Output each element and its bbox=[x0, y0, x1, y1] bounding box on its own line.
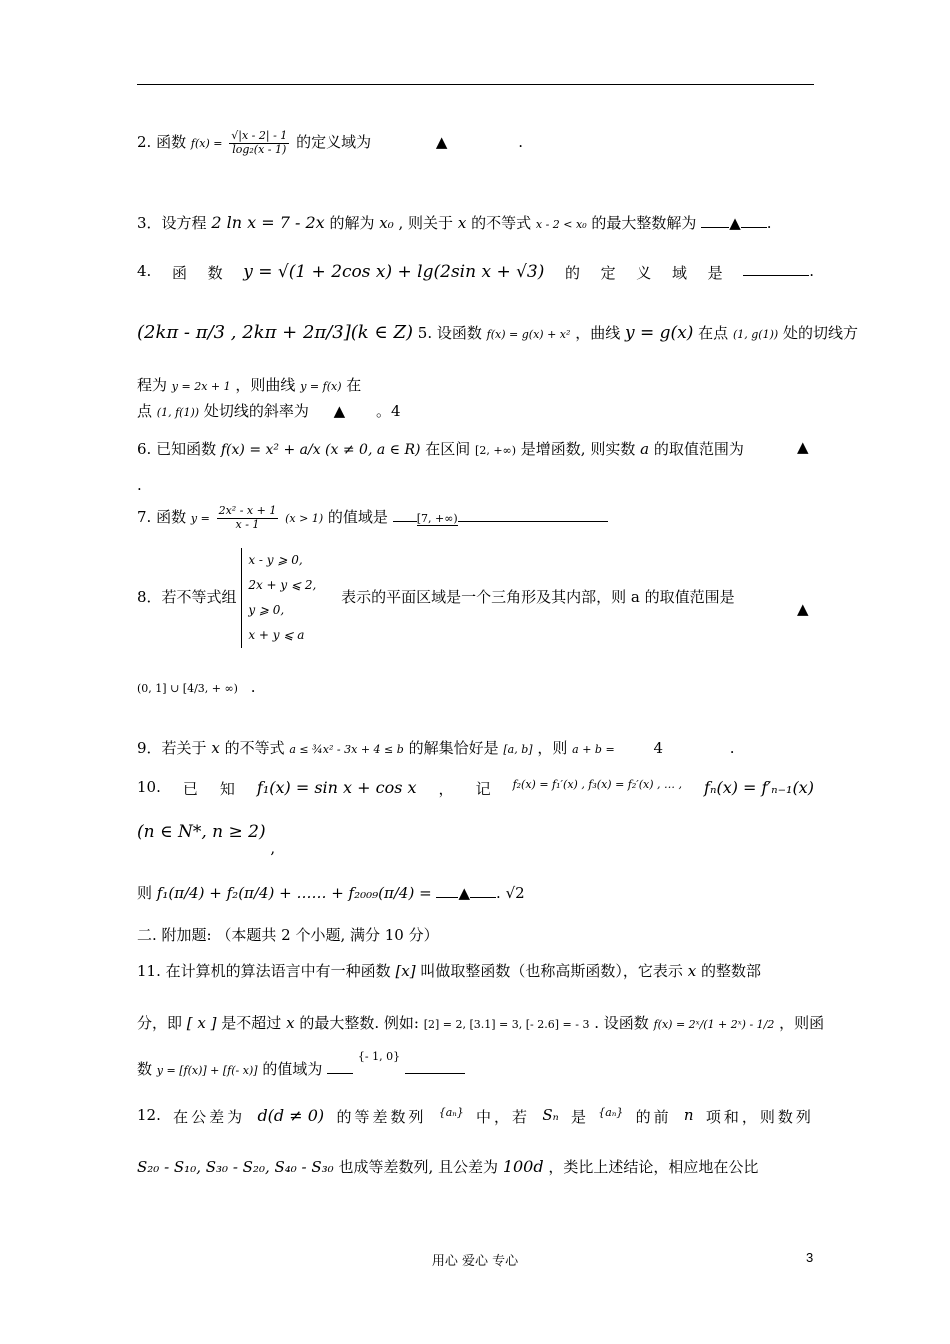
q9-interval: [a, b] bbox=[503, 743, 533, 756]
answer-marker-icon: ▲ bbox=[458, 884, 470, 902]
q5-text5: ，则曲线 bbox=[235, 376, 296, 394]
q10-condition: (n ∈ N*, n ≥ 2) bbox=[137, 822, 266, 842]
q5-curve2: y = f(x) bbox=[300, 380, 342, 393]
question-8 bbox=[137, 548, 814, 648]
q12-word: 项和，则数列 bbox=[705, 1108, 814, 1126]
q8-label: 8．若不等式组 bbox=[137, 588, 237, 606]
q4-answer: (2kπ - π/3 , 2kπ + 2π/3](k ∈ Z) bbox=[137, 322, 414, 343]
q5-text4: 程为 bbox=[137, 376, 168, 394]
q7-denominator: x - 1 bbox=[235, 517, 260, 531]
q8-ineq: x + y ⩽ a bbox=[248, 628, 305, 642]
q9-inequality: a ≤ ¾x² - 3x + 4 ≤ b bbox=[289, 743, 404, 756]
q12-d: d(d ≠ 0) bbox=[257, 1106, 325, 1125]
q7-function: y = bbox=[190, 512, 210, 526]
q11-x2: x bbox=[286, 1014, 295, 1032]
q3-x0: x₀ bbox=[379, 214, 394, 232]
q11-label: 11. bbox=[137, 962, 161, 980]
q5-tangent: y = 2x + 1 bbox=[171, 380, 231, 393]
q6-function: f(x) = x² + a/x (x ≠ 0, a ∈ R) bbox=[220, 442, 421, 458]
page-footer: 用心 爱心 专心 bbox=[431, 1254, 519, 1269]
question-9 bbox=[137, 737, 814, 758]
q11-text7: . 设函数 bbox=[594, 1014, 649, 1032]
q6-label: 6. 已知函数 bbox=[137, 440, 217, 458]
q11-text9: 数 bbox=[137, 1060, 153, 1078]
q6-a: a bbox=[640, 440, 650, 458]
q8-text: 表示的平面区域是一个三角形及其内部，则 a 的取值范围是 bbox=[341, 588, 735, 606]
q11-text10: 的值域为 bbox=[262, 1060, 323, 1078]
q12-text1: 也成等差数列, 且公差为 bbox=[338, 1158, 499, 1176]
q3-text3: 的不等式 bbox=[471, 214, 532, 232]
q5-text3: 处的切线方 bbox=[782, 324, 858, 342]
q2-text: 的定义域为 bbox=[296, 133, 372, 152]
q5-point2: (1, f(1)) bbox=[156, 406, 200, 419]
q2-denominator: log₂(x - 1) bbox=[232, 142, 287, 156]
header-rule bbox=[137, 84, 814, 85]
q3-text4: 的最大整数解为 bbox=[591, 214, 697, 232]
q4-word: 定 bbox=[600, 264, 616, 282]
q5-function: f(x) = g(x) + x² bbox=[486, 328, 571, 341]
q10-text: 则 bbox=[137, 884, 153, 902]
question-8-answer bbox=[137, 678, 814, 696]
q8-ineq: x - y ⩾ 0, bbox=[248, 553, 303, 567]
q12-word: 的等差数列 bbox=[336, 1108, 427, 1126]
q5-answer: 。4 bbox=[375, 402, 401, 420]
q4-function: y = √(1 + 2cos x) + lg(2sin x + √3) bbox=[243, 262, 545, 282]
q11-text2: 叫做取整函数（也称高斯函数），它表示 bbox=[420, 962, 683, 980]
question-3 bbox=[137, 212, 814, 233]
q9-label: 9．若关于 bbox=[137, 739, 207, 757]
q8-answer: (0, 1] ∪ [4/3, + ∞) bbox=[137, 682, 238, 695]
q3-inequality: x - 2 < x₀ bbox=[535, 218, 587, 231]
q12-label: 12. bbox=[137, 1106, 161, 1124]
q8-ineq: 2x + y ⩽ 2, bbox=[248, 578, 317, 592]
q11-function: f(x) = 2ˣ/(1 + 2ˣ) - 1/2 bbox=[653, 1018, 775, 1031]
q2-function: f(x) = bbox=[190, 137, 223, 151]
q12-an: {aₙ} bbox=[438, 1106, 464, 1119]
q5-text2: 在点 bbox=[698, 324, 729, 342]
question-6 bbox=[137, 438, 814, 459]
q12-common-diff: 100d bbox=[502, 1157, 544, 1176]
question-4 bbox=[137, 262, 814, 283]
q11-text8: ，则函 bbox=[779, 1014, 825, 1032]
section-2-title: 二. 附加题: （本题共 2 个小题, 满分 10 分） bbox=[137, 926, 439, 944]
answer-marker-icon: ▲ bbox=[333, 402, 346, 420]
q9-text1: 的不等式 bbox=[224, 739, 285, 757]
q12-word: 在公差为 bbox=[173, 1108, 246, 1126]
q10-f1: f₁(x) = sin x + cos x bbox=[256, 778, 417, 797]
q12-an2: {aₙ} bbox=[598, 1106, 624, 1119]
q2-fraction bbox=[229, 130, 289, 156]
q4-label: 4. bbox=[137, 262, 152, 280]
q9-x: x bbox=[211, 739, 220, 757]
q9-sum: a + b = bbox=[572, 743, 615, 756]
q7-numerator: 2x² - x + 1 bbox=[218, 504, 277, 517]
q7-label: 7. 函数 bbox=[137, 508, 187, 527]
answer-marker-icon: ▲ bbox=[797, 600, 809, 618]
q3-label: 3．设方程 bbox=[137, 214, 207, 232]
q6-text3: 的取值范围为 bbox=[653, 440, 744, 458]
q10-comma: , bbox=[270, 839, 276, 857]
q6-interval: [2, +∞) bbox=[475, 444, 517, 457]
answer-marker-icon: ▲ bbox=[797, 438, 809, 456]
question-7 bbox=[137, 505, 814, 531]
answer-marker-icon: ▲ bbox=[729, 214, 741, 232]
q9-text3: ，则 bbox=[537, 739, 568, 757]
q11-example: [2] = 2, [3.1] = 3, [- 2.6] = - 3 bbox=[423, 1018, 590, 1031]
q4-word: 函 bbox=[171, 264, 187, 282]
q3-text1: 的解为 bbox=[329, 214, 375, 232]
q9-end: . bbox=[729, 739, 735, 757]
q11-text1: 在计算机的算法语言中有一种函数 bbox=[165, 962, 391, 980]
question-12-cont bbox=[137, 1156, 814, 1177]
q3-text2: , 则关于 bbox=[398, 214, 454, 232]
question-5-cont2 bbox=[137, 400, 814, 421]
q4-word: 域 bbox=[671, 264, 687, 282]
q5-label: 5. 设函数 bbox=[417, 324, 482, 342]
q9-answer: 4 bbox=[653, 739, 663, 757]
q4-word: 是 bbox=[707, 264, 723, 282]
question-12 bbox=[137, 1106, 814, 1127]
q4-end: . bbox=[809, 262, 814, 280]
q6-end: . bbox=[137, 476, 142, 494]
q3-equation: 2 ln x = 7 - 2x bbox=[211, 213, 325, 232]
question-11-cont bbox=[137, 1012, 825, 1033]
q10-sum: f₁(π/4) + f₂(π/4) + …… + f₂₀₀₉(π/4) = bbox=[156, 884, 432, 902]
page-number: 3 bbox=[806, 1250, 814, 1265]
q10-word: 知 bbox=[219, 780, 235, 798]
q8-system bbox=[241, 548, 316, 648]
q5-point: (1, g(1)) bbox=[732, 328, 779, 341]
q10-fn: fₙ(x) = f′ₙ₋₁(x) bbox=[704, 778, 814, 797]
question-10-cond bbox=[137, 822, 814, 857]
question-5 bbox=[137, 322, 858, 343]
q12-sn: Sₙ bbox=[542, 1106, 559, 1124]
q12-differences: S₂₀ - S₁₀, S₃₀ - S₂₀, S₄₀ - S₃₀ bbox=[137, 1158, 334, 1176]
question-10-ask bbox=[137, 882, 814, 903]
q12-n: n bbox=[683, 1106, 694, 1124]
q11-floor: [x] bbox=[395, 962, 416, 980]
q10-answer: √2 bbox=[505, 884, 525, 902]
q6-text2: 是增函数, 则实数 bbox=[520, 440, 636, 458]
q4-word: 义 bbox=[636, 264, 652, 282]
question-11 bbox=[137, 960, 814, 981]
q10-word: 已 bbox=[182, 780, 198, 798]
q11-expression: y = [f(x)] + [f(- x)] bbox=[156, 1064, 258, 1077]
question-5-cont bbox=[137, 374, 814, 395]
question-10 bbox=[137, 778, 814, 799]
q3-end: . bbox=[766, 214, 772, 232]
q7-answer: [7, +∞) bbox=[416, 512, 458, 526]
q11-text3: 的整数部 bbox=[700, 962, 761, 980]
q3-x: x bbox=[457, 214, 467, 232]
q5-text8: 处切线的斜率为 bbox=[203, 402, 309, 420]
q12-text2: ，类比上述结论，相应地在公比 bbox=[548, 1158, 759, 1176]
q11-text5: 是不超过 bbox=[221, 1014, 282, 1032]
q5-curve: y = g(x) bbox=[624, 323, 694, 343]
q2-end: . bbox=[518, 133, 523, 152]
q11-floor2: [ x ] bbox=[186, 1014, 217, 1032]
q4-word: 的 bbox=[565, 264, 581, 282]
q10-end: . bbox=[496, 884, 501, 902]
q5-text7: 点 bbox=[137, 402, 153, 420]
answer-marker-icon: ▲ bbox=[435, 133, 448, 152]
q7-fraction bbox=[217, 505, 279, 531]
q5-text1: ，曲线 bbox=[575, 324, 621, 342]
q11-text4: 分，即 bbox=[137, 1014, 183, 1032]
q11-x: x bbox=[687, 962, 697, 980]
q2-label: 2. 函数 bbox=[137, 133, 187, 152]
q10-label: 10. bbox=[137, 778, 161, 796]
q12-word: 中，若 bbox=[476, 1108, 531, 1126]
q5-text6: 在 bbox=[346, 376, 362, 394]
q10-word: ， bbox=[438, 780, 454, 798]
q10-word: 记 bbox=[475, 780, 491, 798]
question-2 bbox=[137, 130, 814, 156]
q6-text1: 在区间 bbox=[425, 440, 471, 458]
q11-text6: 的最大整数. 例如: bbox=[299, 1014, 419, 1032]
q7-text1: 的值域是 bbox=[327, 508, 388, 527]
q8-ineq: y ⩾ 0, bbox=[248, 603, 285, 617]
q2-numerator: √|x - 2| - 1 bbox=[231, 129, 288, 142]
q10-recurrence: f₂(x) = f₁′(x) , f₃(x) = f₂′(x) , … , bbox=[512, 778, 683, 791]
q9-text2: 的解集恰好是 bbox=[408, 739, 499, 757]
q11-answer: {- 1, 0} bbox=[357, 1050, 401, 1063]
question-6-end bbox=[137, 476, 814, 494]
q7-condition: (x > 1) bbox=[285, 512, 324, 526]
question-11-ask bbox=[137, 1050, 814, 1079]
q8-end: . bbox=[250, 678, 256, 696]
q4-word: 数 bbox=[207, 264, 223, 282]
q12-word: 的前 bbox=[635, 1108, 672, 1126]
q12-word: 是 bbox=[570, 1108, 586, 1126]
